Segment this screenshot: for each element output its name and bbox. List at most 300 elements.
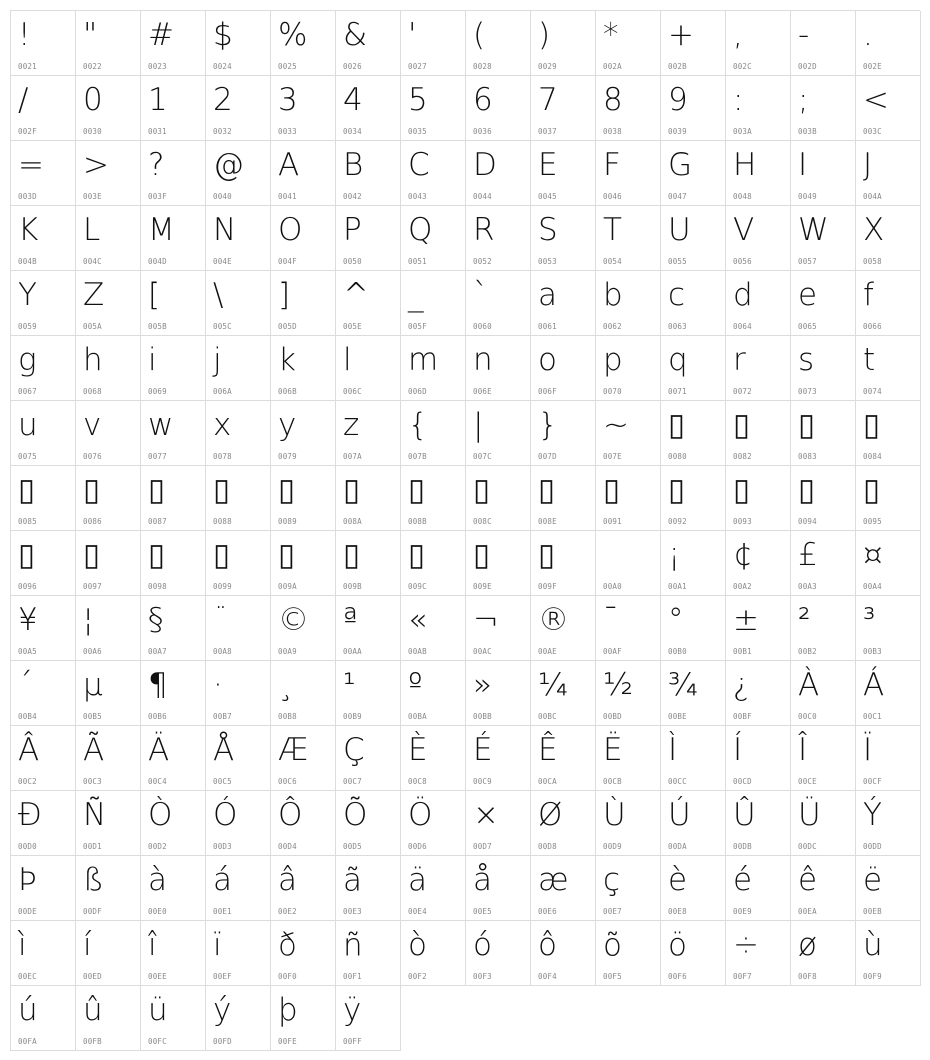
glyph-cell bbox=[791, 921, 856, 986]
glyph-codepoint-label: 0031 bbox=[148, 127, 167, 136]
glyph-codepoint-label: 007E bbox=[603, 452, 622, 461]
glyph-character: í bbox=[83, 927, 92, 963]
glyph-cell bbox=[531, 141, 596, 206]
glyph-character: T bbox=[603, 212, 622, 248]
glyph-cell bbox=[791, 791, 856, 856]
glyph-character: K bbox=[18, 212, 39, 248]
glyph-character: ô bbox=[538, 927, 557, 963]
glyph-character: Ø bbox=[538, 797, 563, 833]
glyph-cell bbox=[726, 206, 791, 271]
glyph-codepoint-label: 005D bbox=[278, 322, 297, 331]
glyph-character: * bbox=[603, 17, 619, 53]
glyph-codepoint-label: 0072 bbox=[733, 387, 752, 396]
glyph-cell bbox=[856, 596, 921, 661]
glyph-cell bbox=[336, 856, 401, 921]
glyph-cell bbox=[791, 271, 856, 336]
glyph-codepoint-label: 0086 bbox=[83, 517, 102, 526]
glyph-cell bbox=[596, 661, 661, 726]
glyph-codepoint-label: 0061 bbox=[538, 322, 557, 331]
glyph-character: º bbox=[408, 667, 423, 703]
glyph-cell bbox=[661, 336, 726, 401]
glyph-codepoint-label: 0025 bbox=[278, 62, 297, 71]
glyph-codepoint-label: 0078 bbox=[213, 452, 232, 461]
glyph-cell bbox=[661, 271, 726, 336]
glyph-cell bbox=[531, 661, 596, 726]
glyph-cell bbox=[596, 921, 661, 986]
glyph-character: õ bbox=[603, 927, 622, 963]
glyph-cell bbox=[726, 921, 791, 986]
glyph-character: ▯ bbox=[798, 407, 816, 443]
glyph-cell bbox=[336, 401, 401, 466]
glyph-codepoint-label: 009A bbox=[278, 582, 297, 591]
glyph-character: © bbox=[278, 602, 309, 638]
glyph-codepoint-label: 00C8 bbox=[408, 777, 427, 786]
glyph-character: 4 bbox=[343, 82, 363, 118]
glyph-cell bbox=[206, 986, 271, 1051]
glyph-character: ) bbox=[538, 17, 551, 53]
glyph-cell bbox=[856, 791, 921, 856]
glyph-codepoint-label: 0060 bbox=[473, 322, 492, 331]
glyph-codepoint-label: 0084 bbox=[863, 452, 882, 461]
glyph-codepoint-label: 00D3 bbox=[213, 842, 232, 851]
glyph-codepoint-label: 004B bbox=[18, 257, 37, 266]
glyph-cell bbox=[11, 791, 76, 856]
glyph-character: X bbox=[863, 212, 885, 248]
glyph-cell bbox=[206, 336, 271, 401]
glyph-codepoint-label: 0021 bbox=[18, 62, 37, 71]
glyph-character: Ã bbox=[83, 732, 105, 768]
glyph-cell bbox=[596, 726, 661, 791]
glyph-character: Ä bbox=[148, 732, 170, 768]
glyph-cell bbox=[271, 11, 336, 76]
glyph-character: ® bbox=[538, 602, 569, 638]
glyph-codepoint-label: 002D bbox=[798, 62, 817, 71]
glyph-cell bbox=[401, 141, 466, 206]
glyph-codepoint-label: 00BC bbox=[538, 712, 557, 721]
glyph-cell bbox=[271, 726, 336, 791]
glyph-codepoint-label: 0079 bbox=[278, 452, 297, 461]
glyph-cell bbox=[596, 206, 661, 271]
glyph-codepoint-label: 0047 bbox=[668, 192, 687, 201]
glyph-codepoint-label: 0093 bbox=[733, 517, 752, 526]
glyph-cell bbox=[466, 856, 531, 921]
glyph-character: U bbox=[668, 212, 691, 248]
glyph-codepoint-label: 00E7 bbox=[603, 907, 622, 916]
glyph-character: Ê bbox=[538, 732, 558, 768]
glyph-character: Þ bbox=[18, 862, 37, 898]
glyph-cell bbox=[466, 401, 531, 466]
glyph-character: Ú bbox=[668, 797, 691, 833]
glyph-codepoint-label: 0085 bbox=[18, 517, 37, 526]
glyph-character: w bbox=[148, 407, 174, 443]
glyph-character: ▯ bbox=[733, 407, 751, 443]
glyph-cell bbox=[791, 206, 856, 271]
glyph-cell bbox=[76, 791, 141, 856]
glyph-cell bbox=[856, 726, 921, 791]
glyph-character: µ bbox=[83, 667, 103, 703]
glyph-character: b bbox=[603, 277, 623, 313]
glyph-cell bbox=[76, 856, 141, 921]
glyph-character: á bbox=[213, 862, 232, 898]
glyph-cell bbox=[791, 76, 856, 141]
glyph-cell bbox=[76, 271, 141, 336]
glyph-character: × bbox=[473, 797, 499, 833]
glyph-cell bbox=[401, 921, 466, 986]
glyph-codepoint-label: 002F bbox=[18, 127, 37, 136]
glyph-cell bbox=[661, 791, 726, 856]
glyph-codepoint-label: 00D1 bbox=[83, 842, 102, 851]
glyph-codepoint-label: 005F bbox=[408, 322, 427, 331]
glyph-character: m bbox=[408, 342, 439, 378]
glyph-cell bbox=[531, 11, 596, 76]
glyph-character: ^ bbox=[343, 277, 369, 313]
glyph-codepoint-label: 005A bbox=[83, 322, 102, 331]
glyph-character: t bbox=[863, 342, 876, 378]
glyph-character: ▯ bbox=[798, 472, 816, 508]
glyph-cell bbox=[11, 76, 76, 141]
glyph-cell bbox=[401, 726, 466, 791]
glyph-character: J bbox=[863, 147, 873, 183]
glyph-character: 1 bbox=[148, 82, 168, 118]
glyph-character: H bbox=[733, 147, 757, 183]
glyph-character: Ð bbox=[18, 797, 43, 833]
glyph-cell bbox=[856, 271, 921, 336]
glyph-cell bbox=[336, 11, 401, 76]
glyph-cell bbox=[661, 401, 726, 466]
glyph-codepoint-label: 0057 bbox=[798, 257, 817, 266]
glyph-character: ▯ bbox=[733, 472, 751, 508]
glyph-cell bbox=[596, 856, 661, 921]
glyph-codepoint-label: 0069 bbox=[148, 387, 167, 396]
glyph-codepoint-label: 0083 bbox=[798, 452, 817, 461]
glyph-codepoint-label: 0092 bbox=[668, 517, 687, 526]
glyph-cell bbox=[531, 466, 596, 531]
glyph-cell bbox=[336, 531, 401, 596]
glyph-cell bbox=[141, 11, 206, 76]
glyph-character: Å bbox=[213, 732, 235, 768]
glyph-cell bbox=[271, 466, 336, 531]
glyph-character: ¦ bbox=[83, 602, 94, 638]
glyph-character: 3 bbox=[278, 82, 298, 118]
glyph-character: ë bbox=[863, 862, 883, 898]
glyph-cell bbox=[726, 401, 791, 466]
glyph-cell bbox=[791, 141, 856, 206]
glyph-cell bbox=[141, 531, 206, 596]
glyph-character: j bbox=[213, 342, 222, 378]
glyph-codepoint-label: 002E bbox=[863, 62, 882, 71]
glyph-cell bbox=[206, 856, 271, 921]
glyph-cell bbox=[11, 531, 76, 596]
glyph-character: d bbox=[733, 277, 753, 313]
glyph-character: ½ bbox=[603, 667, 634, 703]
glyph-character: } bbox=[538, 407, 558, 443]
glyph-codepoint-label: 00B5 bbox=[83, 712, 102, 721]
glyph-character: Û bbox=[733, 797, 756, 833]
glyph-cell bbox=[76, 661, 141, 726]
glyph-codepoint-label: 00F4 bbox=[538, 972, 557, 981]
glyph-cell bbox=[531, 791, 596, 856]
glyph-cell bbox=[336, 141, 401, 206]
glyph-codepoint-label: 00E5 bbox=[473, 907, 492, 916]
glyph-cell bbox=[11, 401, 76, 466]
glyph-codepoint-label: 00D8 bbox=[538, 842, 557, 851]
glyph-cell bbox=[141, 791, 206, 856]
glyph-cell bbox=[726, 856, 791, 921]
glyph-character: ▯ bbox=[473, 472, 491, 508]
glyph-codepoint-label: 0080 bbox=[668, 452, 687, 461]
glyph-codepoint-label: 00E4 bbox=[408, 907, 427, 916]
glyph-codepoint-label: 0097 bbox=[83, 582, 102, 591]
glyph-codepoint-label: 007C bbox=[473, 452, 492, 461]
glyph-cell bbox=[466, 531, 531, 596]
glyph-codepoint-label: 0056 bbox=[733, 257, 752, 266]
glyph-codepoint-label: 0082 bbox=[733, 452, 752, 461]
glyph-cell bbox=[791, 531, 856, 596]
glyph-character: _ bbox=[408, 277, 424, 313]
glyph-cell bbox=[336, 596, 401, 661]
glyph-codepoint-label: 007A bbox=[343, 452, 362, 461]
glyph-cell bbox=[401, 11, 466, 76]
glyph-codepoint-label: 0040 bbox=[213, 192, 232, 201]
glyph-character: + bbox=[668, 17, 694, 53]
glyph-character: Æ bbox=[278, 732, 309, 768]
glyph-codepoint-label: 00DC bbox=[798, 842, 817, 851]
glyph-codepoint-label: 0073 bbox=[798, 387, 817, 396]
glyph-character: z bbox=[343, 407, 360, 443]
glyph-codepoint-label: 005C bbox=[213, 322, 232, 331]
glyph-character: Â bbox=[18, 732, 40, 768]
glyph-codepoint-label: 0026 bbox=[343, 62, 362, 71]
glyph-cell bbox=[661, 856, 726, 921]
glyph-codepoint-label: 0074 bbox=[863, 387, 882, 396]
glyph-codepoint-label: 006F bbox=[538, 387, 557, 396]
glyph-character: ▯ bbox=[148, 472, 166, 508]
glyph-character: ò bbox=[408, 927, 427, 963]
glyph-character: { bbox=[408, 407, 428, 443]
glyph-character: Î bbox=[798, 732, 808, 768]
glyph-codepoint-label: 00E0 bbox=[148, 907, 167, 916]
glyph-cell bbox=[271, 336, 336, 401]
glyph-cell bbox=[141, 76, 206, 141]
glyph-codepoint-label: 0024 bbox=[213, 62, 232, 71]
glyph-character: « bbox=[408, 602, 427, 638]
glyph-character: ▯ bbox=[213, 472, 231, 508]
glyph-character: - bbox=[798, 17, 810, 53]
glyph-character: N bbox=[213, 212, 237, 248]
glyph-codepoint-label: 00A3 bbox=[798, 582, 817, 591]
glyph-codepoint-label: 00EF bbox=[213, 972, 232, 981]
glyph-character: ä bbox=[408, 862, 427, 898]
glyph-codepoint-label: 006E bbox=[473, 387, 492, 396]
glyph-codepoint-label: 0076 bbox=[83, 452, 102, 461]
glyph-cell bbox=[11, 856, 76, 921]
glyph-character: ÷ bbox=[733, 927, 759, 963]
glyph-cell bbox=[531, 76, 596, 141]
glyph-character: % bbox=[278, 17, 308, 53]
glyph-cell bbox=[206, 921, 271, 986]
glyph-codepoint-label: 002A bbox=[603, 62, 622, 71]
glyph-cell bbox=[596, 11, 661, 76]
glyph-codepoint-label: 003A bbox=[733, 127, 752, 136]
glyph-cell bbox=[336, 986, 401, 1051]
glyph-cell bbox=[141, 271, 206, 336]
glyph-codepoint-label: 00BE bbox=[668, 712, 687, 721]
glyph-cell bbox=[141, 401, 206, 466]
glyph-character: é bbox=[733, 862, 753, 898]
glyph-character: ð bbox=[278, 927, 297, 963]
glyph-codepoint-label: 0028 bbox=[473, 62, 492, 71]
glyph-codepoint-label: 00A6 bbox=[83, 647, 102, 656]
glyph-character: ¶ bbox=[148, 667, 168, 703]
glyph-codepoint-label: 00EE bbox=[148, 972, 167, 981]
glyph-character: 6 bbox=[473, 82, 493, 118]
glyph-character: Q bbox=[408, 212, 433, 248]
glyph-character: É bbox=[473, 732, 493, 768]
glyph-character: Ô bbox=[278, 797, 303, 833]
glyph-codepoint-label: 005B bbox=[148, 322, 167, 331]
glyph-codepoint-label: 00BD bbox=[603, 712, 622, 721]
glyph-cell bbox=[271, 76, 336, 141]
glyph-character: ß bbox=[83, 862, 104, 898]
glyph-cell bbox=[856, 206, 921, 271]
glyph-character: 9 bbox=[668, 82, 688, 118]
glyph-codepoint-label: 0094 bbox=[798, 517, 817, 526]
glyph-cell bbox=[466, 726, 531, 791]
glyph-codepoint-label: 0096 bbox=[18, 582, 37, 591]
glyph-codepoint-label: 0071 bbox=[668, 387, 687, 396]
glyph-cell bbox=[401, 531, 466, 596]
glyph-cell bbox=[401, 271, 466, 336]
glyph-character: x bbox=[213, 407, 232, 443]
glyph-cell bbox=[466, 271, 531, 336]
glyph-codepoint-label: 00B1 bbox=[733, 647, 752, 656]
glyph-cell bbox=[856, 921, 921, 986]
glyph-cell bbox=[856, 11, 921, 76]
glyph-codepoint-label: 007D bbox=[538, 452, 557, 461]
glyph-codepoint-label: 0043 bbox=[408, 192, 427, 201]
glyph-chart-grid bbox=[10, 10, 920, 1051]
glyph-character: ▯ bbox=[538, 537, 556, 573]
glyph-character: ö bbox=[668, 927, 687, 963]
glyph-character: ¾ bbox=[668, 667, 699, 703]
glyph-cell bbox=[141, 726, 206, 791]
glyph-character: ² bbox=[798, 602, 811, 638]
glyph-character: < bbox=[863, 82, 889, 118]
glyph-cell bbox=[661, 726, 726, 791]
glyph-codepoint-label: 00C1 bbox=[863, 712, 882, 721]
glyph-codepoint-label: 00E1 bbox=[213, 907, 232, 916]
glyph-cell bbox=[856, 76, 921, 141]
glyph-codepoint-label: 0049 bbox=[798, 192, 817, 201]
glyph-character: ! bbox=[18, 17, 31, 53]
glyph-cell bbox=[76, 596, 141, 661]
glyph-cell bbox=[856, 141, 921, 206]
glyph-character: § bbox=[148, 602, 164, 638]
glyph-character: 0 bbox=[83, 82, 103, 118]
glyph-codepoint-label: 009E bbox=[473, 582, 492, 591]
glyph-character: Í bbox=[733, 732, 743, 768]
glyph-codepoint-label: 008A bbox=[343, 517, 362, 526]
glyph-codepoint-label: 00C3 bbox=[83, 777, 102, 786]
glyph-codepoint-label: 00EA bbox=[798, 907, 817, 916]
glyph-codepoint-label: 00F0 bbox=[278, 972, 297, 981]
glyph-character: g bbox=[18, 342, 37, 378]
glyph-cell bbox=[466, 336, 531, 401]
glyph-cell bbox=[791, 401, 856, 466]
glyph-codepoint-label: 0037 bbox=[538, 127, 557, 136]
glyph-character: ▯ bbox=[473, 537, 491, 573]
glyph-cell bbox=[596, 531, 661, 596]
glyph-codepoint-label: 00C4 bbox=[148, 777, 167, 786]
glyph-character: Ü bbox=[798, 797, 821, 833]
glyph-cell bbox=[726, 661, 791, 726]
glyph-cell bbox=[141, 206, 206, 271]
glyph-character: ¬ bbox=[473, 602, 499, 638]
glyph-codepoint-label: 0087 bbox=[148, 517, 167, 526]
glyph-codepoint-label: 00D0 bbox=[18, 842, 37, 851]
glyph-codepoint-label: 00A4 bbox=[863, 582, 882, 591]
glyph-character: , bbox=[733, 17, 743, 53]
glyph-codepoint-label: 00EC bbox=[18, 972, 37, 981]
glyph-character: : bbox=[733, 82, 744, 118]
glyph-codepoint-label: 006A bbox=[213, 387, 232, 396]
glyph-codepoint-label: 002C bbox=[733, 62, 752, 71]
glyph-codepoint-label: 0064 bbox=[733, 322, 752, 331]
glyph-character: ó bbox=[473, 927, 492, 963]
glyph-cell bbox=[726, 11, 791, 76]
glyph-codepoint-label: 006C bbox=[343, 387, 362, 396]
glyph-codepoint-label: 0051 bbox=[408, 257, 427, 266]
glyph-codepoint-label: 00BA bbox=[408, 712, 427, 721]
glyph-character: h bbox=[83, 342, 103, 378]
glyph-cell bbox=[271, 531, 336, 596]
glyph-cell bbox=[141, 921, 206, 986]
glyph-codepoint-label: 0063 bbox=[668, 322, 687, 331]
glyph-codepoint-label: 00A0 bbox=[603, 582, 622, 591]
glyph-cell bbox=[531, 726, 596, 791]
glyph-codepoint-label: 00AE bbox=[538, 647, 557, 656]
glyph-character: » bbox=[473, 667, 492, 703]
glyph-codepoint-label: 00EB bbox=[863, 907, 882, 916]
glyph-cell bbox=[401, 76, 466, 141]
glyph-character: ▯ bbox=[83, 537, 101, 573]
glyph-codepoint-label: 00C7 bbox=[343, 777, 362, 786]
glyph-cell bbox=[271, 661, 336, 726]
glyph-cell bbox=[531, 336, 596, 401]
glyph-cell bbox=[336, 206, 401, 271]
glyph-codepoint-label: 00B3 bbox=[863, 647, 882, 656]
glyph-cell bbox=[726, 791, 791, 856]
glyph-cell bbox=[726, 596, 791, 661]
glyph-cell bbox=[661, 11, 726, 76]
glyph-codepoint-label: 0054 bbox=[603, 257, 622, 266]
glyph-codepoint-label: 009F bbox=[538, 582, 557, 591]
glyph-character: Ì bbox=[668, 732, 678, 768]
glyph-cell bbox=[206, 661, 271, 726]
glyph-character: [ bbox=[148, 277, 161, 313]
glyph-codepoint-label: 00DD bbox=[863, 842, 882, 851]
glyph-character: ▯ bbox=[343, 537, 361, 573]
glyph-cell bbox=[336, 76, 401, 141]
glyph-cell bbox=[11, 726, 76, 791]
glyph-codepoint-label: 0053 bbox=[538, 257, 557, 266]
glyph-cell bbox=[856, 856, 921, 921]
glyph-codepoint-label: 0038 bbox=[603, 127, 622, 136]
glyph-codepoint-label: 00D5 bbox=[343, 842, 362, 851]
glyph-character: Ý bbox=[863, 797, 882, 833]
glyph-character: Õ bbox=[343, 797, 368, 833]
glyph-character: Ë bbox=[603, 732, 623, 768]
